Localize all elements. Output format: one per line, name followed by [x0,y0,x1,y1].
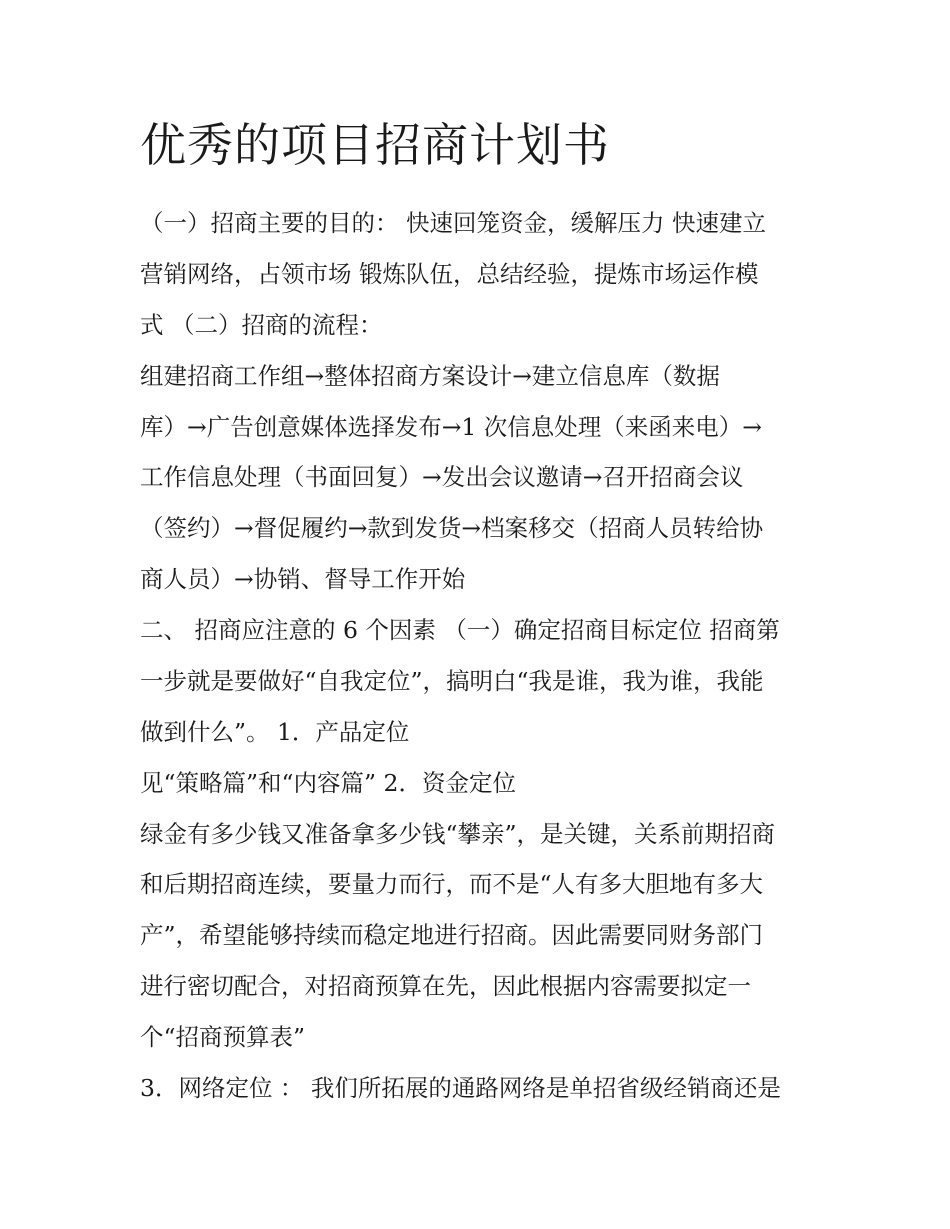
body-line-16: 进行密切配合，对招商预算在先，因此根据内容需要拟定一 [140,972,751,1000]
body-line-15: 产”，希望能够持续而稳定地进行招商。因此需要同财务部门 [140,921,764,949]
document-title: 优秀的项目招商计划书 [140,118,610,172]
body-line-13: 绿金有多少钱又准备拿多少钱“攀亲”，是关键，关系前期招商 [140,820,776,848]
body-line-17: 个“招商预算表” [140,1023,306,1051]
body-line-5: 库）→广告创意媒体选择发布→1 次信息处理（来函来电）→ [140,413,762,441]
body-line-1: （一）招商主要的目的： 快速回笼资金，缓解压力 快速建立 [140,209,766,237]
body-line-14: 和后期招商连续，要量力而行，而不是“人有多大胆地有多大 [140,870,764,898]
body-line-10: 一步就是要做好“自我定位”，搞明白“我是谁，我为谁，我能 [140,667,764,695]
body-line-6: 工作信息处理（书面回复）→发出会议邀请→召开招商会议 [140,463,744,491]
body-line-7: （签约）→督促履约→款到发货→档案移交（招商人员转给协 [140,514,764,542]
body-line-8: 商人员）→协销、督导工作开始 [140,565,466,593]
body-line-2: 营销网络，占领市场 锻炼队伍，总结经验，提炼市场运作模 [140,260,759,288]
body-line-12: 见“策略篇”和“内容篇” 2．资金定位 [140,769,516,797]
body-line-4: 组建招商工作组→整体招商方案设计→建立信息库（数据 [140,362,720,390]
body-line-11: 做到什么”。 1．产品定位 [140,718,410,746]
body-line-18: 3．网络定位 ： 我们所拓展的通路网络是单招省级经销商还是 [140,1074,781,1102]
body-line-9: 二、 招商应注意的 6 个因素 （一）确定招商目标定位 招商第 [140,616,780,644]
body-line-3: 式 （二）招商的流程： [140,311,383,339]
